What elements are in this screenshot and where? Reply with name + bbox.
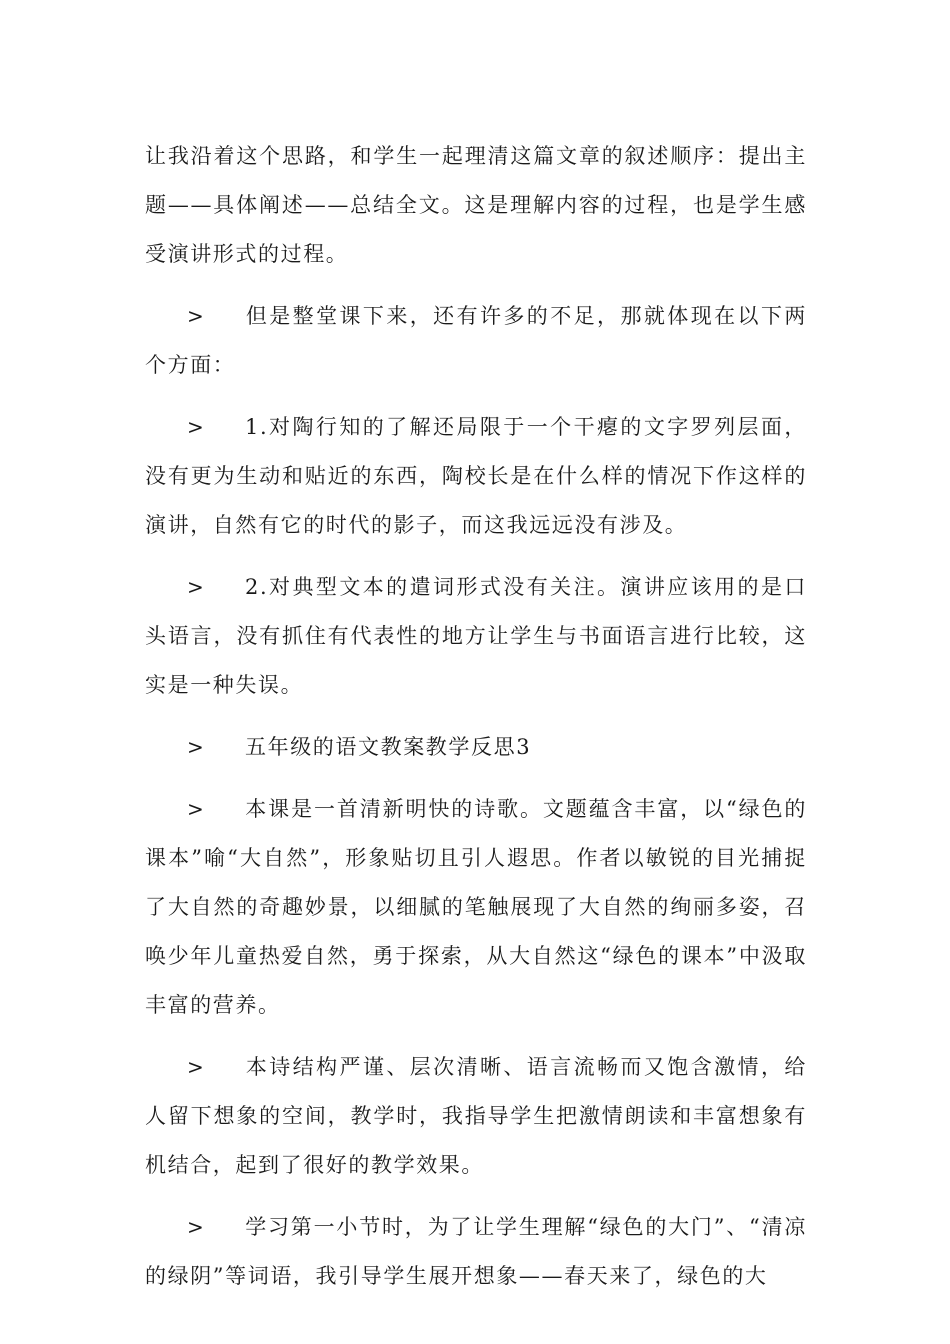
paragraph: [145, 785, 807, 1030]
paragraph-text: 本课是一首清新明快的诗歌。文题蕴含丰富，以“绿色的课本”喻“大自然”，形象贴切且引人遐思。作者以敏锐的目光捕捉了大自然的奇趣妙景，以细腻的笔触展现了大自然的绚丽多姿，召唤少年儿童热爱自然，勇于探索，从大自然这“绿色的课本”中汲取丰富的营养。: [145, 797, 807, 1017]
section-heading: [145, 723, 807, 772]
bullet-marker-icon: >: [187, 575, 206, 599]
paragraph: [145, 292, 807, 390]
paragraph-text: 但是整堂课下来，还有许多的不足，那就体现在以下两个方面：: [145, 304, 807, 377]
bullet-marker-icon: >: [187, 797, 206, 821]
bullet-marker-icon: >: [187, 1215, 206, 1239]
section-heading-text: 五年级的语文教案教学反思3: [245, 735, 532, 759]
paragraph-text: 2.对典型文本的遣词形式没有关注。演讲应该用的是口头语言，没有抓住有代表性的地方让学生与书面语言进行比较，这实是一种失误。: [145, 575, 807, 697]
paragraph-text: 1.对陶行知的了解还局限于一个干瘪的文字罗列层面，没有更为生动和贴近的东西，陶校长是在什么样的情况下作这样的演讲，自然有它的时代的影子，而这我远远没有涉及。: [145, 415, 807, 537]
bullet-marker-icon: >: [187, 735, 206, 759]
document-body: [145, 132, 807, 1314]
paragraph-text: 学习第一小节时，为了让学生理解“绿色的大门”、“清凉的绿阴”等词语，我引导学生展开想象——春天来了，绿色的大: [145, 1215, 807, 1288]
paragraph-text: 让我沿着这个思路，和学生一起理清这篇文章的叙述顺序：提出主题——具体阐述——总结全文。这是理解内容的过程，也是学生感受演讲形式的过程。: [145, 144, 807, 266]
paragraph: [145, 1043, 807, 1190]
bullet-marker-icon: >: [187, 1055, 206, 1079]
bullet-marker-icon: >: [187, 415, 206, 439]
paragraph: [145, 132, 807, 279]
paragraph: [145, 563, 807, 710]
paragraph: [145, 1203, 807, 1301]
paragraph-text: 本诗结构严谨、层次清晰、语言流畅而又饱含激情，给人留下想象的空间，教学时，我指导学生把激情朗读和丰富想象有机结合，起到了很好的教学效果。: [145, 1055, 807, 1177]
paragraph: [145, 403, 807, 550]
bullet-marker-icon: >: [187, 304, 206, 328]
